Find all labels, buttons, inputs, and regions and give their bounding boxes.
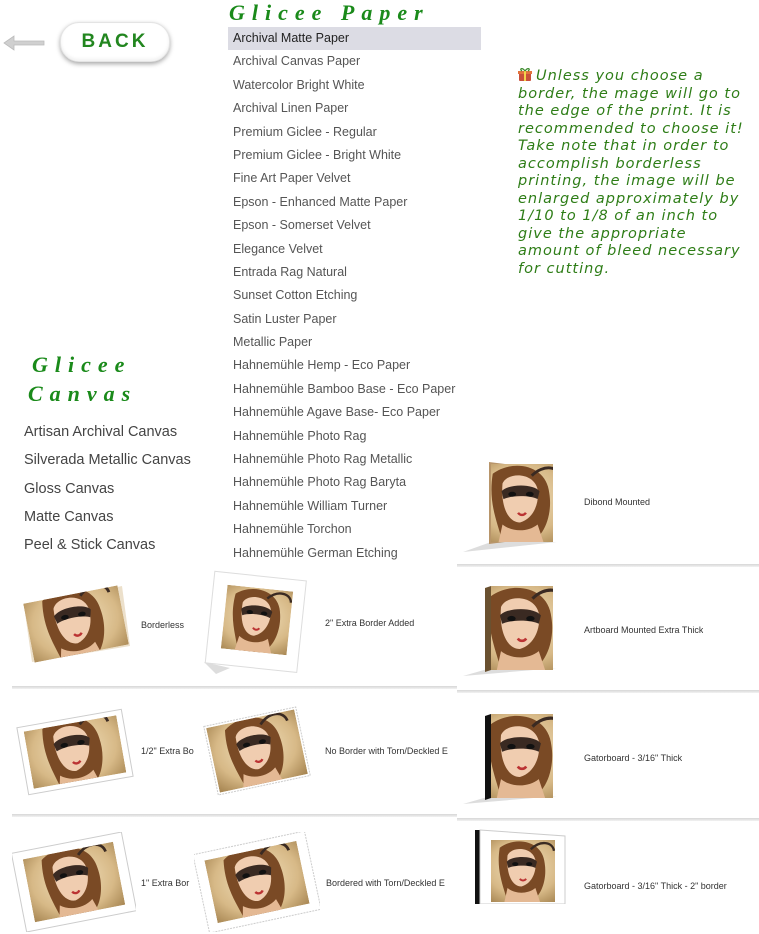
2in-border-thumbnail bbox=[200, 570, 314, 674]
note-text: Unless you choose a border, the mage will go to the edge of the print. It is recommended to choose it! Take note that in order to accomplish borderless printing, the image will be enlarged approximately by 1/10 to 1/8 of an inch to give the appropriate amount of bleed necessary for cutting. bbox=[518, 68, 744, 277]
back-arrow-icon[interactable] bbox=[2, 33, 46, 53]
paper-item[interactable]: Archival Linen Paper bbox=[233, 101, 349, 116]
option-torn-no-border[interactable] bbox=[194, 700, 457, 812]
paper-item[interactable]: Hahnemühle German Etching bbox=[233, 545, 398, 560]
artboard-thumbnail bbox=[461, 580, 561, 680]
1in-border-thumbnail bbox=[12, 832, 136, 932]
paper-item[interactable]: Hahnemühle Photo Rag bbox=[233, 428, 367, 443]
option-gatorboard-border[interactable] bbox=[457, 824, 759, 934]
paper-item[interactable]: Entrada Rag Natural bbox=[233, 264, 347, 279]
option-2in-border[interactable] bbox=[194, 568, 457, 686]
canvas-item[interactable]: Silverada Metallic Canvas bbox=[24, 452, 191, 469]
half-in-border-label: 1/2" Extra Bo bbox=[141, 746, 194, 756]
dibond-thumbnail bbox=[461, 456, 561, 556]
dibond-label: Dibond Mounted bbox=[584, 497, 651, 507]
paper-item[interactable]: Epson - Enhanced Matte Paper bbox=[233, 194, 408, 209]
row-divider bbox=[457, 690, 759, 693]
torn-bordered-label: Bordered with Torn/Deckled E bbox=[326, 878, 445, 888]
glicee-paper-heading: Glicee Paper bbox=[229, 0, 430, 25]
paper-item[interactable]: Hahnemühle Bamboo Base - Eco Paper bbox=[233, 381, 456, 396]
glicee-canvas-heading bbox=[28, 350, 218, 408]
gatorboard-border-thumbnail bbox=[475, 828, 567, 904]
half-in-border-thumbnail bbox=[16, 706, 134, 798]
canvas-heading-line1: Glicee bbox=[32, 352, 132, 377]
paper-item[interactable]: Hahnemühle Hemp - Eco Paper bbox=[233, 358, 411, 373]
paper-item[interactable]: Hahnemühle William Turner bbox=[233, 498, 388, 513]
canvas-item[interactable]: Matte Canvas bbox=[24, 508, 114, 525]
paper-item[interactable]: Hahnemühle Torchon bbox=[233, 522, 352, 537]
gatorboard-thumbnail bbox=[461, 708, 561, 808]
row-divider bbox=[457, 564, 759, 567]
paper-item[interactable]: Metallic Paper bbox=[233, 335, 313, 350]
row-divider bbox=[12, 686, 457, 689]
border-note bbox=[518, 67, 744, 278]
option-torn-bordered[interactable] bbox=[194, 826, 457, 934]
paper-item[interactable]: Premium Giclee - Bright White bbox=[233, 147, 402, 162]
torn-no-border-thumbnail bbox=[200, 704, 314, 798]
paper-item[interactable]: Premium Giclee - Regular bbox=[233, 124, 377, 139]
borderless-thumbnail bbox=[18, 578, 134, 664]
2in-border-label: 2" Extra Border Added bbox=[325, 618, 415, 628]
gift-icon bbox=[518, 67, 532, 82]
paper-item[interactable]: Sunset Cotton Etching bbox=[233, 288, 358, 303]
option-gatorboard[interactable] bbox=[457, 698, 759, 818]
paper-item[interactable]: Watercolor Bright White bbox=[233, 77, 365, 92]
artboard-label: Artboard Mounted Extra Thick bbox=[584, 625, 704, 635]
option-borderless[interactable] bbox=[10, 568, 194, 686]
gatorboard-label: Gatorboard - 3/16" Thick bbox=[584, 753, 683, 763]
torn-bordered-thumbnail bbox=[194, 832, 320, 932]
paper-item[interactable]: Hahnemühle Photo Rag Baryta bbox=[233, 475, 407, 490]
torn-no-border-label: No Border with Torn/Deckled E bbox=[325, 746, 448, 756]
paper-item[interactable]: Hahnemühle Agave Base- Eco Paper bbox=[233, 405, 441, 420]
paper-item[interactable]: Elegance Velvet bbox=[233, 241, 323, 256]
back-button[interactable]: BACK bbox=[60, 22, 170, 62]
paper-item[interactable]: Epson - Somerset Velvet bbox=[233, 218, 371, 233]
canvas-item[interactable]: Gloss Canvas bbox=[24, 480, 115, 497]
paper-type-list bbox=[228, 27, 481, 565]
row-divider bbox=[12, 814, 457, 817]
gatorboard-border-label: Gatorboard - 3/16" Thick - 2" border bbox=[584, 881, 727, 891]
canvas-item[interactable]: Peel & Stick Canvas bbox=[24, 537, 156, 554]
paper-item[interactable]: Archival Canvas Paper bbox=[233, 54, 361, 69]
paper-item[interactable]: Archival Matte Paper bbox=[228, 27, 481, 50]
option-artboard[interactable] bbox=[457, 570, 759, 690]
row-divider bbox=[457, 818, 759, 821]
canvas-heading-line2: Canvas bbox=[28, 381, 138, 406]
option-half-in-border[interactable] bbox=[10, 700, 194, 812]
paper-item[interactable]: Fine Art Paper Velvet bbox=[233, 171, 351, 186]
canvas-type-list bbox=[24, 418, 191, 559]
paper-item[interactable]: Hahnemühle Photo Rag Metallic bbox=[233, 452, 413, 467]
canvas-item[interactable]: Artisan Archival Canvas bbox=[24, 424, 178, 440]
option-dibond[interactable] bbox=[457, 442, 759, 564]
borderless-label: Borderless bbox=[141, 620, 185, 630]
paper-item[interactable]: Satin Luster Paper bbox=[233, 311, 337, 326]
option-1in-border[interactable] bbox=[10, 826, 194, 934]
1in-border-label: 1" Extra Bor bbox=[141, 878, 190, 888]
